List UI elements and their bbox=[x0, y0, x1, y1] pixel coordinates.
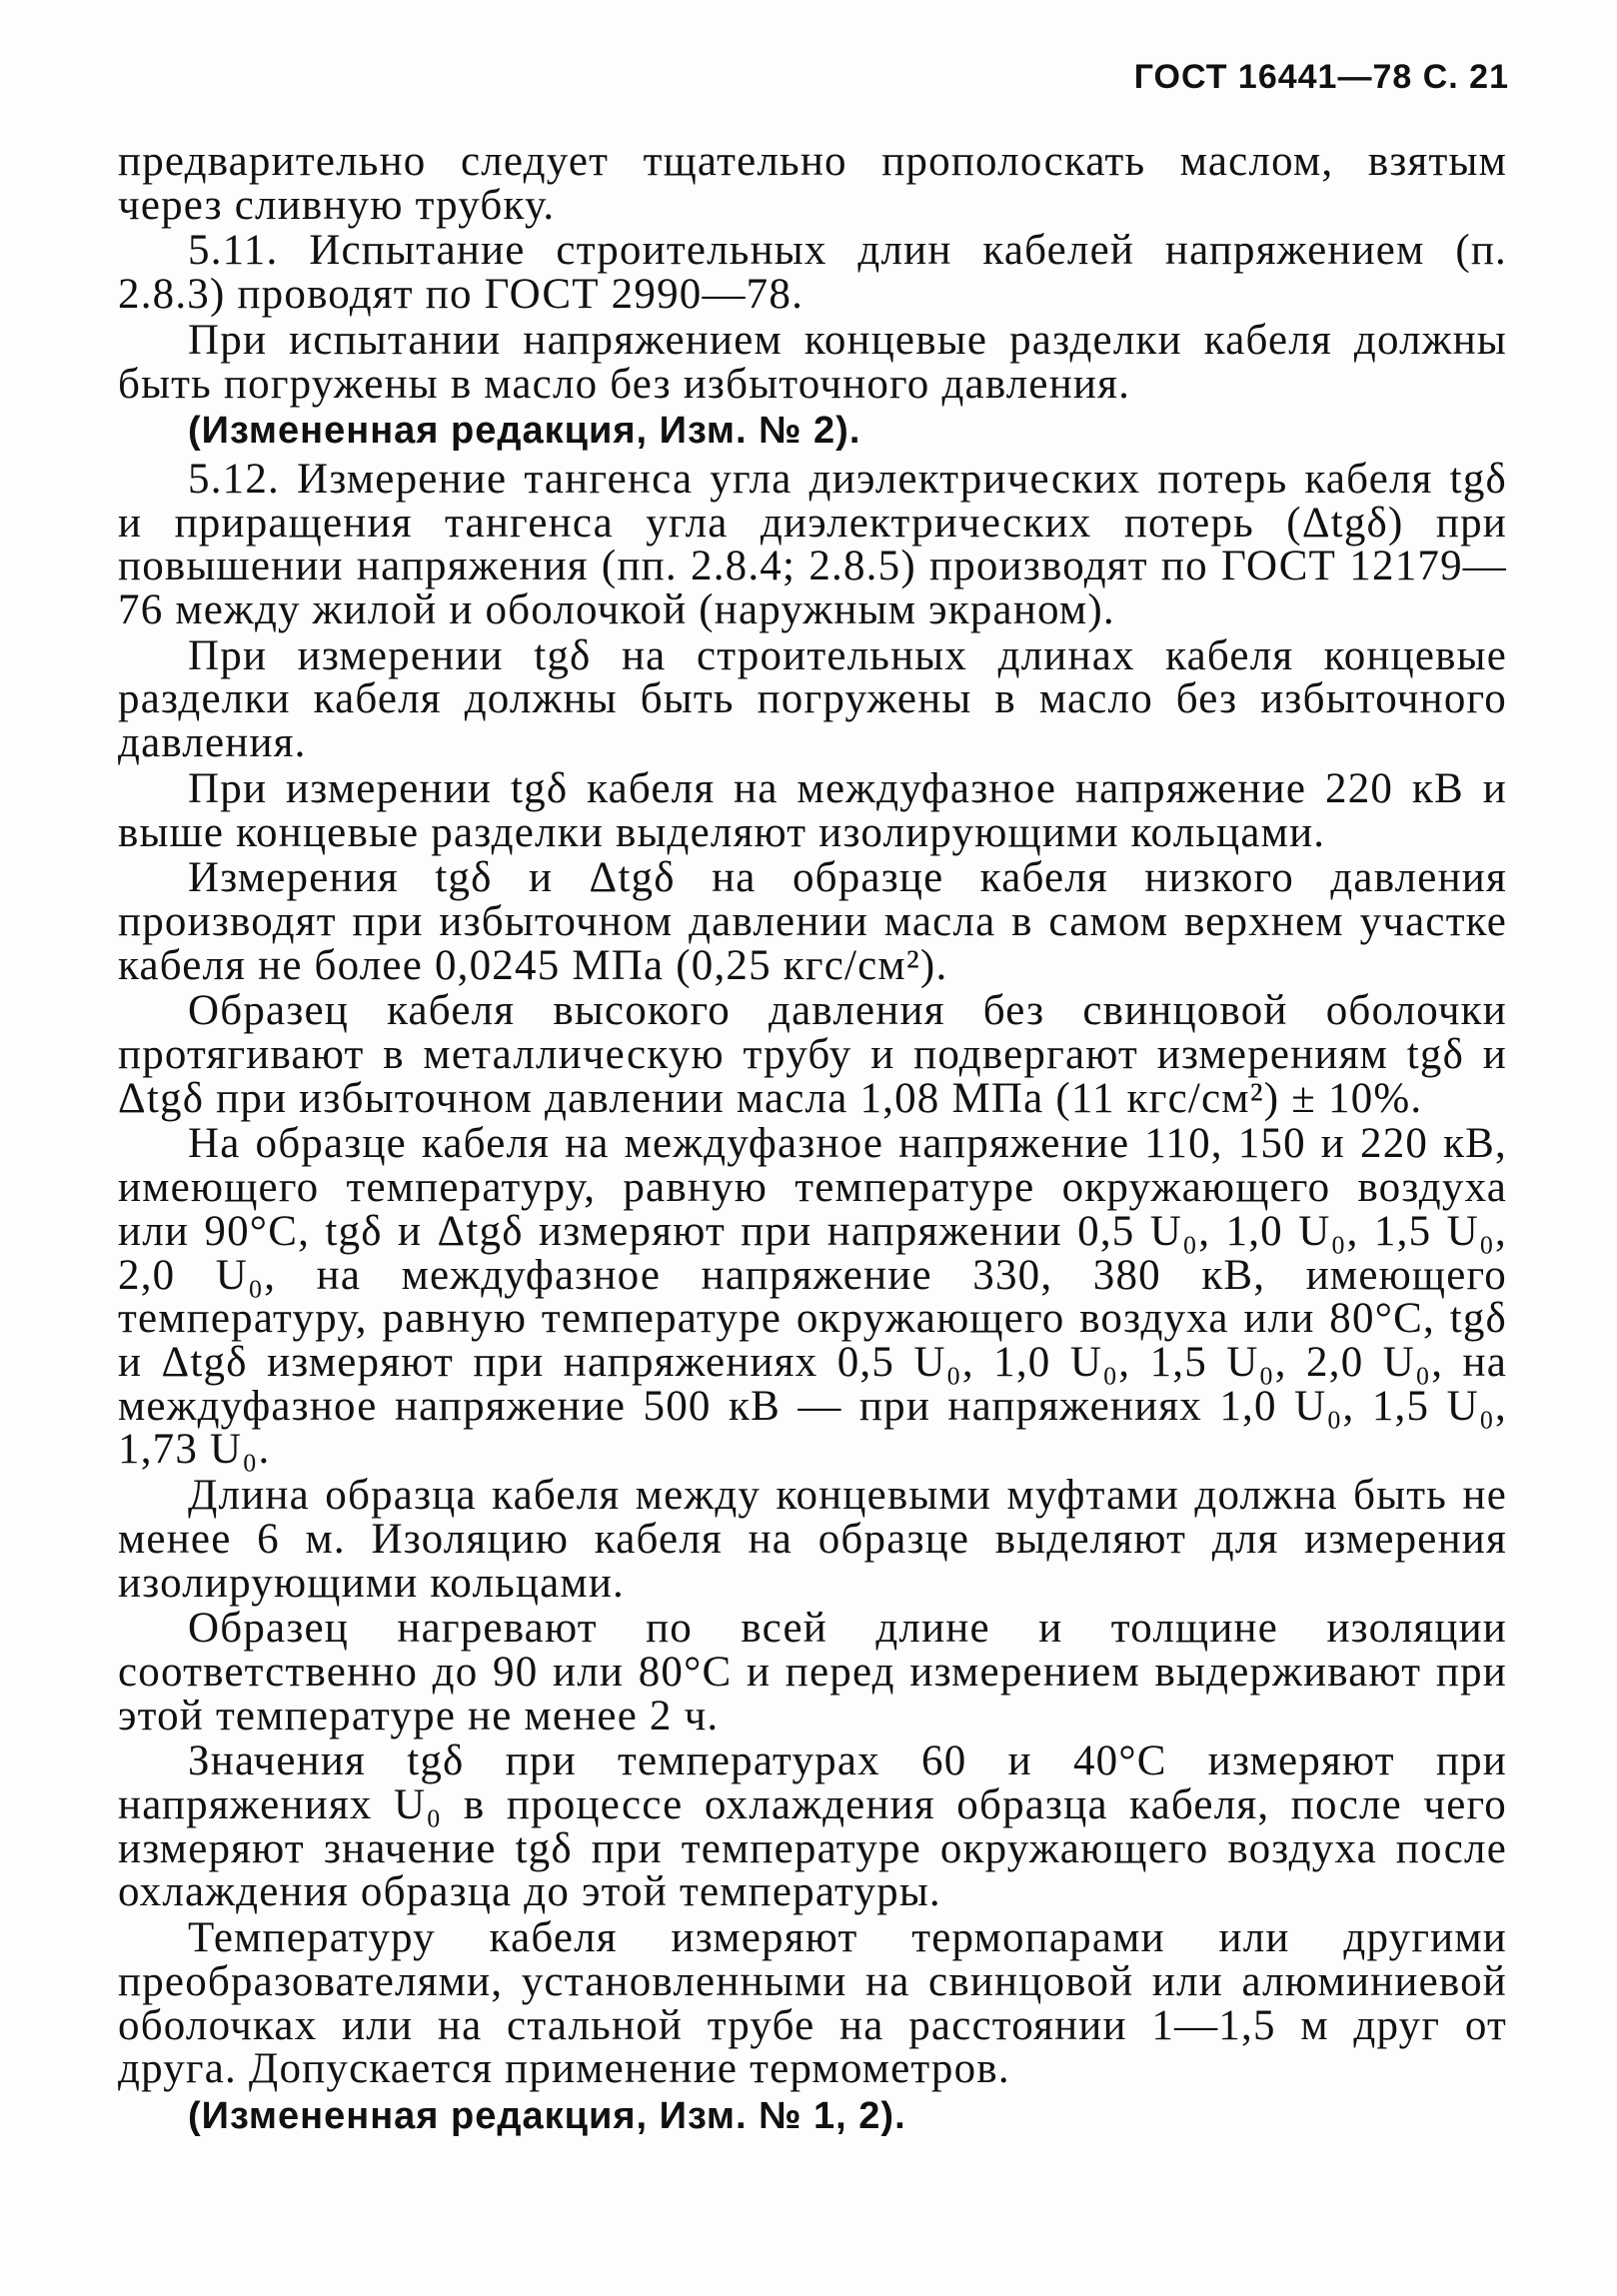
paragraph: 5.11. Испытание строительных длин кабелей напряжением (п. 2.8.3) проводят по ГОСТ 2990—78. bbox=[118, 227, 1507, 319]
paragraph: При измерении tgδ на строительных длинах кабеля концевые разделки кабеля должны быть погружены в масло без избыточного давления. bbox=[118, 631, 1507, 767]
amendment-note: (Измененная редакция, Изм. № 2). bbox=[188, 410, 861, 453]
paragraph: Значения tgδ при температурах 60 и 40°С измеряют при напряжениях U₀ в процессе охлаждения образца кабеля, после чего измеряют значение tgδ при температуре окружающего воздуха после охлаждения образца до этой температуры. bbox=[118, 1737, 1507, 1916]
paragraph: Образец нагревают по всей длине и толщине изоляции соответственно до 90 или 80°С и перед измерением выдерживают при этой температуре не менее 2 ч. bbox=[118, 1605, 1507, 1739]
paragraph: Длина образца кабеля между концевыми муфтами должна быть не менее 6 м. Изоляцию кабеля на образце выделяют для измерения изолирующими кольцами. bbox=[118, 1472, 1507, 1607]
paragraph: На образце кабеля на междуфазное напряжение 110, 150 и 220 кВ, имеющего температуру, равную температуре окружающего воздуха или 90°С, tgδ и Δtgδ измеряют при напряжении 0,5 U₀, 1,0 U₀, 1,5 U₀, 2,0 U₀, на междуфазное напряжение 330, 380 кВ, имеющего температуру, равную температуре окружающего воздуха или 80°С, tgδ и Δtgδ измеряют при напряжениях 0,5 U₀, 1,0 U₀, 1,5 U₀, 2,0 U₀, на междуфазное напряжение 500 кВ — при напряжениях 1,0 U₀, 1,5 U₀, 1,73 U₀. bbox=[118, 1120, 1507, 1474]
amendment-note: (Измененная редакция, Изм. № 1, 2). bbox=[188, 2094, 906, 2137]
paragraph: Температуру кабеля измеряют термопарами или другими преобразователями, установленными на свинцовой или алюминиевой оболочках или на стальной трубе на расстоянии 1—1,5 м друг от друга. Допускается применение термометров. bbox=[118, 1914, 1507, 2093]
document-body bbox=[118, 140, 1507, 2143]
paragraph: При измерении tgδ кабеля на междуфазное напряжение 220 кВ и выше концевые разделки выделяют изолирующими кольцами. bbox=[118, 764, 1507, 856]
paragraph: предварительно следует тщательно прополоскать маслом, взятым через сливную трубку. bbox=[118, 138, 1507, 229]
paragraph: Образец кабеля высокого давления без свинцовой оболочки протягивают в металлическую трубу и подвергают измерениям tgδ и Δtgδ при избыточном давлении масла 1,08 МПа (11 кгс/см²) ± 10%. bbox=[118, 987, 1507, 1122]
page-header: ГОСТ 16441—78 С. 21 bbox=[1133, 58, 1509, 96]
paragraph: 5.12. Измерение тангенса угла диэлектрических потерь кабеля tgδ и приращения тангенса угла диэлектрических потерь (Δtgδ) при повышении напряжения (пп. 2.8.4; 2.8.5) производят по ГОСТ 12179—76 между жилой и оболочкой (наружным экраном). bbox=[118, 455, 1507, 634]
paragraph: Измерения tgδ и Δtgδ на образце кабеля низкого давления производят при избыточном давлении масла в самом верхнем участке кабеля не более 0,0245 МПа (0,25 кгс/см²). bbox=[118, 854, 1507, 989]
paragraph: При испытании напряжением концевые разделки кабеля должны быть погружены в масло без избыточного давления. bbox=[118, 316, 1507, 408]
